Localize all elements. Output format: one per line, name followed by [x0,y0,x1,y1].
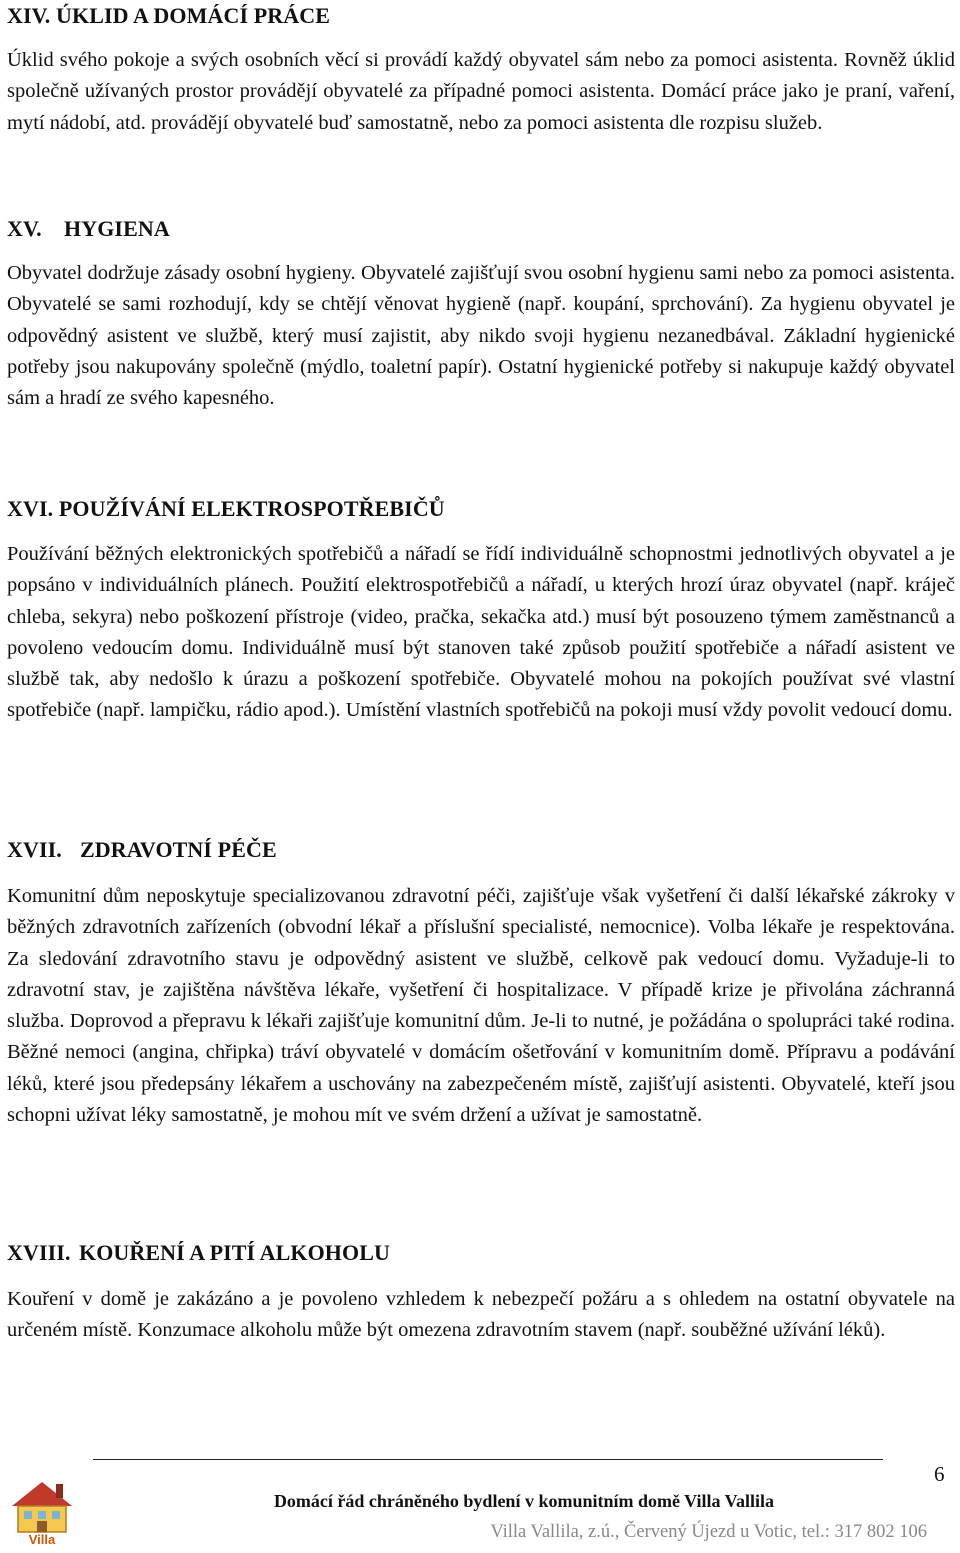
section-hygiene [7,216,955,414]
section-heading [7,1240,955,1266]
section-number: XV. [7,216,42,241]
logo-lettering: Villa [28,1532,56,1547]
section-paragraph: Úklid svého pokoje a svých osobních věcí si provádí každý obyvatel sám nebo za pomoci asistenta. Rovněž úklid společně užívaných prostor provádějí obyvatelé za případné pomoci asistenta. Domácí práce jako je praní, vaření, mytí nádobí, atd. provádějí obyvatelé buď samostatně, nebo za pomoci asistenta dle rozpisu služeb. [7,49,955,134]
section-paragraph: Kouření v domě je zakázáno a je povoleno vzhledem k nebezpečí požáru a s ohledem na ostatní obyvatele na určeném místě. Konzumace alkoholu může být omezena zdravotním stavem (např. souběžné užívání léků). [7,1288,955,1342]
section-title: POUŽÍVÁNÍ ELEKTROSPOTŘEBIČŮ [58,496,445,521]
page-number: 6 [934,1462,945,1486]
section-heading [7,837,955,863]
footer-contact: Villa Vallila, z.ú., Červený Újezd u Votic, tel.: 317 802 106 [490,1522,927,1542]
section-title: KOUŘENÍ A PITÍ ALKOHOLU [79,1240,390,1265]
section-number: XVI. [7,496,54,521]
section-paragraph: Obyvatel dodržuje zásady osobní hygieny. Obyvatelé zajišťují svou osobní hygienu sami nebo za pomoci asistenta. Obyvatelé se sami rozhodují, kdy se chtějí věnovat hygieně (např. koupání, sprchování). Za hygienu obyvatel je odpovědný asistent ve službě, který musí zajistit, aby nikdo svoji hygienu nezanedbával. Základní hygienické potřeby jsou nakupovány společně (mýdlo, toaletní papír). Ostatní hygienické potřeby si nakupuje každý obyvatel sám a hradí ze svého kapesného. [7,262,955,410]
section-title: HYGIENA [64,216,170,241]
section-paragraph: Komunitní dům neposkytuje specializovanou zdravotní péči, zajišťuje však vyšetření či další lékařské zákroky v běžných zdravotních zařízeních (obvodní lékař a příslušní specialisté, nemocnice). Volba lékaře je respektována. Za sledování zdravotního stavu je odpovědný asistent ve službě, celkově pak vedoucí domu. Vyžaduje-li to zdravotní stav, je zajištěna návštěva lékaře, vyšetření či hospitalizace. V případě krize je přivolána záchranná služba. Doprovod a přepravu k lékaři zajišťuje komunitní dům. Je-li to nutné, je požádána o spolupráci také rodina. Běžné nemoci (angina, chřipka) tráví obyvatelé v domácím ošetřování v komunitním domě. Přípravu a podávání léků, které jsou předepsány lékařem a uschovány na zabezpečeném místě, zajišťují asistenti. Obyvatelé, kteří jsou schopni užívat léky samostatně, je mohou mít ve svém držení a užívat je samostatně. [7,885,955,1127]
section-heading [7,216,955,242]
section-heading [7,3,955,29]
section-number: XVIII. [7,1240,71,1265]
section-smoking-alcohol [7,1240,955,1347]
footer-divider [93,1459,883,1460]
section-health-care [7,837,955,1131]
section-number: XIV. [7,3,51,28]
section-paragraph: Používání běžných elektronických spotřebičů a nářadí se řídí individuálně schopnostmi jednotlivých obyvatel a je popsáno v individuálních plánech. Použití elektrospotřebičů a nářadí, u kterých hrozí úraz obyvatel (např. kráječ chleba, sekyra) nebo poškození přístroje (video, pračka, sekačka atd.) musí být posouzeno týmem zaměstnanců a povoleno vedoucím domu. Individuálně musí být stanoven také způsob použití spotřebiče a nářadí asistent ve službě tak, aby nedošlo k úrazu a poškození spotřebiče. Obyvatelé mohou na pokojích používat své vlastní spotřebiče (např. lampičku, rádio apod.). Umístění vlastních spotřebičů na pokoji musí vždy povolit vedoucí domu. [7,543,955,722]
house-logo-icon [4,1476,80,1548]
section-cleaning [7,3,955,139]
section-number: XVII. [7,837,62,862]
section-title: ÚKLID A DOMÁCÍ PRÁCE [56,3,330,28]
section-heading [7,496,955,522]
footer-document-title: Domácí řád chráněného bydlení v komunitním domě Villa Vallila [273,1491,774,1511]
section-title: ZDRAVOTNÍ PÉČE [80,837,277,862]
section-appliances [7,496,955,727]
